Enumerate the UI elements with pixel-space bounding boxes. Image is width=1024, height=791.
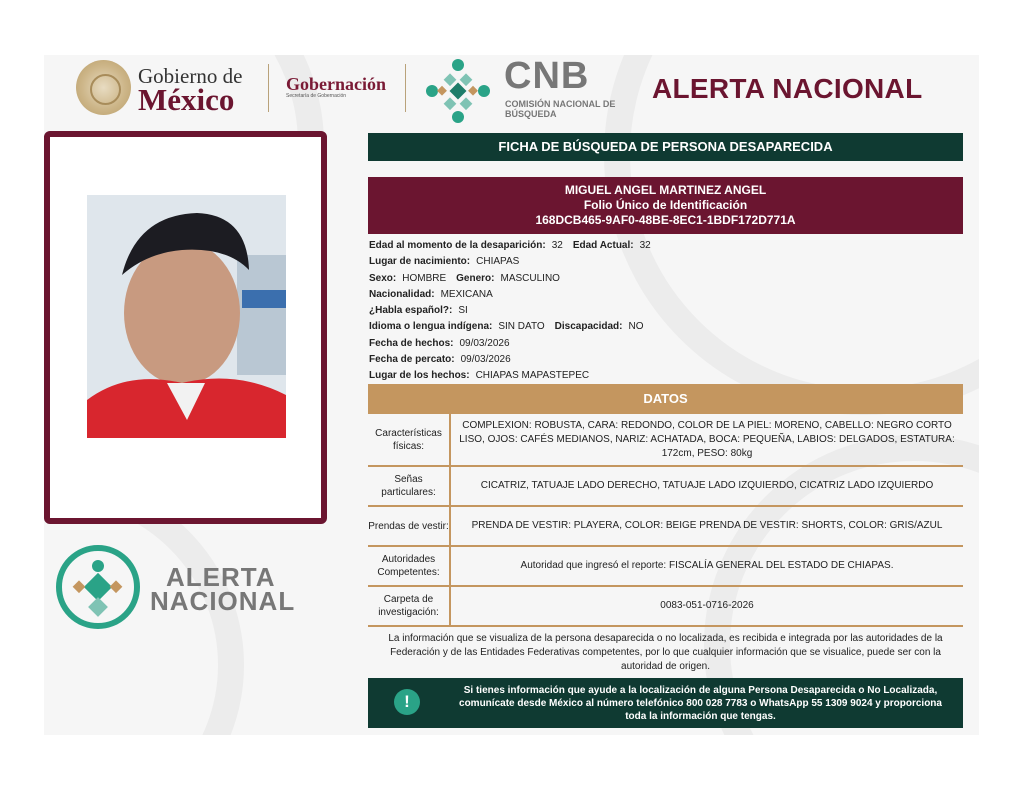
alert-exclamation-icon: ! bbox=[394, 689, 420, 715]
edad-desaparicion-label: Edad al momento de la desaparición: bbox=[369, 240, 546, 251]
info-row-edad bbox=[369, 238, 964, 254]
mexico-seal-icon bbox=[76, 60, 131, 115]
datos-value: CICATRIZ, TATUAJE LADO DERECHO, TATUAJE LADO IZQUIERDO, CICATRIZ LADO IZQUIERDO bbox=[480, 480, 934, 491]
datos-key: Prendas de vestir: bbox=[368, 506, 450, 546]
datos-table bbox=[368, 414, 963, 627]
cnb-subtitle: COMISIÓN NACIONAL DE BÚSQUEDA bbox=[505, 99, 616, 119]
sexo-value: HOMBRE bbox=[402, 272, 447, 284]
edad-desaparicion-value: 32 bbox=[551, 240, 563, 251]
genero-label: Genero: bbox=[456, 272, 495, 284]
folio-value: 168DCB465-9AF0-48BE-8EC1-1BDF172D771A bbox=[535, 213, 796, 227]
habla-label: ¿Habla español?: bbox=[369, 305, 453, 317]
datos-value: COMPLEXION: ROBUSTA, CARA: REDONDO, COLOR DE LA PIEL: MORENO, CABELLO: NEGRO CORTO LISO, OJOS: CAFÉS MEDIANOS, NARIZ: ACHATADA, BOCA: PEQUEÑA, LABIOS: DELGADOS, ESTATURA: 172cm, PESO: 80kg bbox=[459, 419, 955, 459]
idioma-value: SIN DATO bbox=[498, 321, 545, 333]
alerta-nacional-title: ALERTA NACIONAL bbox=[652, 73, 923, 104]
table-row bbox=[368, 466, 963, 506]
discapacidad-label: Discapacidad: bbox=[554, 321, 623, 333]
gobernacion-subtitle: Secretaría de Gobernación bbox=[286, 93, 347, 99]
alerta-nacional-logo-icon bbox=[55, 544, 141, 630]
table-row bbox=[368, 586, 963, 626]
datos-key: Autoridades Competentes: bbox=[368, 546, 450, 586]
fecha-hechos-label: Fecha de hechos: bbox=[369, 337, 454, 349]
edad-actual-value: 32 bbox=[639, 240, 651, 251]
info-row-nacionalidad bbox=[369, 287, 964, 303]
nacionalidad-value: MEXICANA bbox=[440, 288, 493, 300]
nacional-word: NACIONAL bbox=[150, 586, 296, 616]
photo-frame bbox=[44, 131, 327, 524]
contact-text: Si tienes información que ayude a la localización de alguna Persona Desaparecida o No Localizada, comunícate desde México al número telefónico 800 028 7783 o WhatsApp 55 1309 9024 y proporciona toda la información que tengas. bbox=[459, 685, 942, 722]
idioma-label: Idioma o lengua indígena: bbox=[369, 321, 493, 333]
info-row-habla bbox=[369, 303, 964, 319]
sexo-label: Sexo: bbox=[369, 272, 397, 284]
fecha-percato-value: 09/03/2026 bbox=[460, 354, 511, 366]
datos-key: Características físicas: bbox=[368, 414, 450, 466]
lugar-nacimiento-value: CHIAPAS bbox=[476, 256, 520, 268]
alerta-nacional-wordmark bbox=[150, 562, 296, 616]
person-info bbox=[369, 238, 964, 385]
datos-key: Carpeta de investigación: bbox=[368, 586, 450, 626]
edad-actual-label: Edad Actual: bbox=[572, 240, 634, 251]
info-row-lugar-hechos bbox=[369, 368, 964, 384]
disclaimer-text: La información que se visualiza de la persona desaparecida o no localizada, es recibida e integrada por las autoridades de la Federación y de las Entidades Federativas competentes, por lo que cualquier información que se visualice, puede ser con la autoridad de origen. bbox=[388, 633, 943, 672]
person-name-bar bbox=[368, 177, 963, 234]
fecha-hechos-value: 09/03/2026 bbox=[459, 337, 510, 349]
habla-value: SI bbox=[458, 305, 468, 317]
gobierno-mexico-logo bbox=[76, 60, 266, 118]
info-row-nacimiento bbox=[369, 254, 964, 270]
gobierno-line: Gobierno de bbox=[138, 64, 243, 88]
table-row bbox=[368, 546, 963, 586]
alerta-word: ALERTA bbox=[166, 562, 276, 592]
datos-title-bar: DATOS bbox=[368, 384, 963, 414]
info-row-idioma bbox=[369, 319, 964, 335]
datos-value: PRENDA DE VESTIR: PLAYERA, COLOR: BEIGE PRENDA DE VESTIR: SHORTS, COLOR: GRIS/AZUL bbox=[471, 520, 943, 531]
ficha-title-bar: FICHA DE BÚSQUEDA DE PERSONA DESAPARECIDA bbox=[368, 133, 963, 161]
datos-value: Autoridad que ingresó el reporte: FISCALÍA GENERAL DEL ESTADO DE CHIAPAS. bbox=[520, 560, 894, 571]
nacionalidad-label: Nacionalidad: bbox=[369, 288, 435, 300]
person-photo bbox=[87, 195, 286, 438]
folio-label: Folio Único de Identificación bbox=[583, 198, 748, 212]
table-row bbox=[368, 506, 963, 546]
fecha-percato-label: Fecha de percato: bbox=[369, 354, 455, 366]
person-name: MIGUEL ANGEL MARTINEZ ANGEL bbox=[564, 183, 767, 197]
lugar-nacimiento-label: Lugar de nacimiento: bbox=[369, 256, 471, 268]
contact-bar bbox=[368, 678, 963, 728]
gobernacion-logo: Gobernación bbox=[286, 74, 387, 94]
genero-value: MASCULINO bbox=[500, 272, 560, 284]
mexico-line: México bbox=[138, 82, 235, 117]
header-divider bbox=[268, 64, 269, 112]
lugar-hechos-label: Lugar de los hechos: bbox=[369, 370, 470, 382]
cnb-title: CNB bbox=[504, 55, 590, 97]
discapacidad-value: NO bbox=[628, 321, 644, 333]
datos-value: 0083-051-0716-2026 bbox=[660, 600, 754, 611]
cnb-logo-icon bbox=[422, 55, 494, 127]
datos-key: Señas particulares: bbox=[368, 466, 450, 506]
lugar-hechos-value: CHIAPAS MAPASTEPEC bbox=[475, 370, 590, 382]
table-row bbox=[368, 414, 963, 466]
info-row-sexo bbox=[369, 271, 964, 287]
info-row-fecha-hechos bbox=[369, 336, 964, 352]
header-divider bbox=[405, 64, 406, 112]
info-row-fecha-percato bbox=[369, 352, 964, 368]
